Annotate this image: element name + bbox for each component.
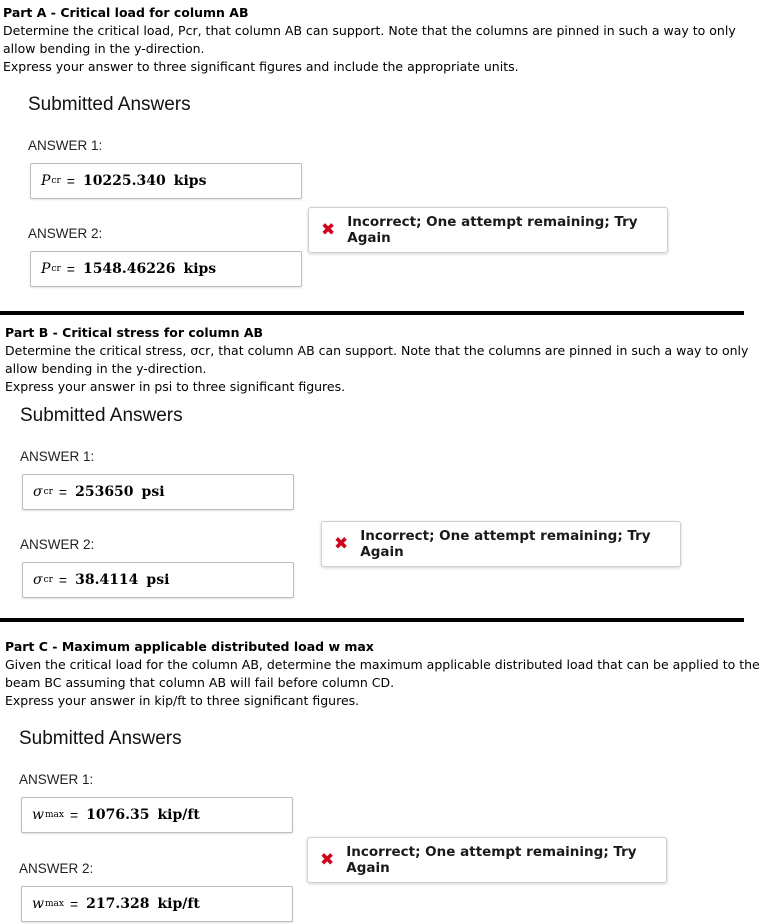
- answer-box: [22, 562, 294, 598]
- answer-symbol: P: [41, 261, 51, 277]
- submitted-answers-title: Submitted Answers: [19, 728, 182, 749]
- part-c: [0, 638, 771, 710]
- part-title: Part A - Critical load for column AB: [3, 5, 249, 20]
- feedback-text: Incorrect; One attempt remaining; Try Again: [347, 214, 638, 246]
- answer-unit: kips: [183, 261, 217, 277]
- answer-symbol: σ: [33, 572, 43, 588]
- part-a: [0, 4, 771, 76]
- answer-equals: =: [58, 484, 68, 500]
- submitted-answers-title: Submitted Answers: [20, 405, 183, 426]
- part-title: Part B - Critical stress for column AB: [5, 325, 264, 340]
- answer-unit: psi: [146, 572, 170, 588]
- answer-label: ANSWER 2:: [28, 226, 103, 241]
- part-description: Determine the critical stress, σcr, that column AB can support. Note that the columns are pinned in such a way to only: [5, 343, 749, 358]
- answer-value: 38.4114: [75, 572, 139, 588]
- submitted-answers-title: Submitted Answers: [28, 94, 191, 115]
- part-instruction: Express your answer to three significant figures and include the appropriate units.: [3, 59, 519, 74]
- answer-symbol: σ: [33, 484, 43, 500]
- part-instruction: Express your answer in kip/ft to three significant figures.: [5, 693, 360, 708]
- part-description: Determine the critical load, Pcr, that column AB can support. Note that the columns are pinned in such a way to only: [3, 23, 736, 38]
- answer-equals: =: [69, 896, 79, 912]
- feedback-text: Incorrect; One attempt remaining; Try Again: [346, 844, 637, 876]
- answer-equals: =: [69, 807, 79, 823]
- answer-unit: kip/ft: [157, 807, 200, 823]
- answer-subscript: max: [44, 899, 64, 909]
- incorrect-feedback: [321, 521, 681, 567]
- answer-equals: =: [66, 173, 75, 189]
- answer-subscript: max: [44, 810, 64, 820]
- answer-subscript: cr: [51, 264, 61, 274]
- answer-subscript: cr: [43, 575, 53, 585]
- part-description: Given the critical load for the column AB, determine the maximum applicable distributed load that can be applied to the: [5, 657, 760, 672]
- answer-equals: =: [58, 572, 68, 588]
- answer-label: ANSWER 1:: [28, 138, 103, 153]
- answer-equals: =: [66, 261, 75, 277]
- answer-value: 1548.46226: [82, 261, 176, 277]
- answer-symbol: w: [32, 807, 44, 823]
- answer-unit: kips: [173, 173, 207, 189]
- x-mark-icon: ✖: [321, 219, 336, 240]
- section-divider: [0, 311, 744, 315]
- part-description-cont: allow bending in the y-direction.: [5, 361, 207, 376]
- answer-box: [30, 163, 302, 199]
- answer-symbol: w: [32, 896, 44, 912]
- answer-box: [21, 797, 293, 833]
- answer-label: ANSWER 1:: [20, 449, 95, 464]
- part-description-cont: allow bending in the y-direction.: [3, 41, 205, 56]
- incorrect-feedback: [308, 207, 668, 253]
- answer-box: [30, 251, 302, 287]
- section-divider: [0, 618, 744, 622]
- answer-subscript: cr: [51, 176, 61, 186]
- answer-box: [22, 474, 294, 510]
- x-mark-icon: ✖: [334, 533, 349, 554]
- part-b: [0, 324, 771, 396]
- answer-value: 10225.340: [82, 173, 166, 189]
- answer-label: ANSWER 2:: [19, 861, 94, 876]
- answer-box: [21, 886, 293, 922]
- answer-unit: kip/ft: [157, 896, 200, 912]
- feedback-text: Incorrect; One attempt remaining; Try Again: [360, 528, 651, 560]
- x-mark-icon: ✖: [320, 849, 335, 870]
- part-title: Part C - Maximum applicable distributed load w max: [5, 639, 374, 654]
- answer-value: 253650: [75, 484, 134, 500]
- answer-symbol: P: [41, 173, 51, 189]
- answer-subscript: cr: [43, 487, 53, 497]
- part-instruction: Express your answer in psi to three significant figures.: [5, 379, 346, 394]
- answer-label: ANSWER 2:: [20, 537, 95, 552]
- answer-value: 1076.35: [86, 807, 150, 823]
- incorrect-feedback: [307, 837, 667, 883]
- answer-unit: psi: [141, 484, 165, 500]
- answer-value: 217.328: [86, 896, 150, 912]
- part-description-cont: beam BC assuming that column AB will fail before column CD.: [5, 675, 395, 690]
- answer-label: ANSWER 1:: [19, 772, 94, 787]
